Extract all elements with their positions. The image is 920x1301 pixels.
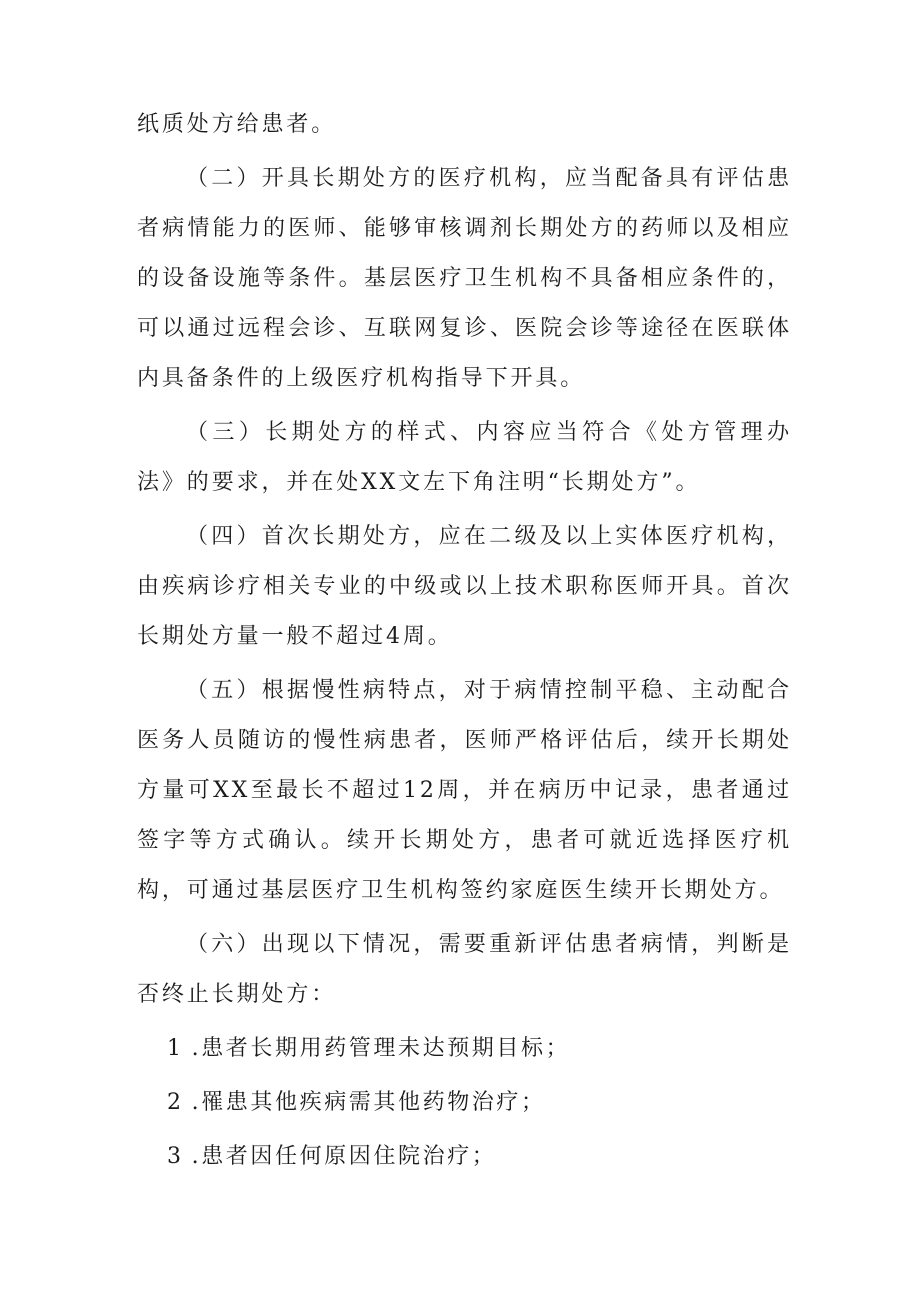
list-item-text: .患者因任何原因住院治疗； (191, 1144, 497, 1169)
paragraph-continuation: 纸质处方给患者。 (137, 112, 337, 137)
paragraph-item-5: （五）根据慢性病特点，对于病情控制平稳、主动配合医务人员随访的慢性病患者，医师严格评估后，续开长期处方量可XX至最长不超过12周，并在病历中记录，患者通过签字等方式确认。续开长期处方，患者可就近选择医疗机构，可通过基层医疗卫生机构签约家庭医生续开长期处方。 (137, 678, 792, 903)
list-item-number: 1 (167, 1036, 184, 1061)
list-item-number: 3 (167, 1144, 184, 1169)
list-item-text: .罹患其他疾病需其他药物治疗； (191, 1090, 546, 1115)
paragraph-item-2: （二）开具长期处方的医疗机构，应当配备具有评估患者病情能力的医师、能够审核调剂长期处方的药师以及相应的设备设施等条件。基层医疗卫生机构不具备相应条件的，可以通过远程会诊、互联网复诊、医院会诊等途径在医联体内具备条件的上级医疗机构指导下开具。 (137, 166, 792, 391)
paragraph-item-3: （三）长期处方的样式、内容应当符合《处方管理办法》的要求，并在处XX文左下角注明“长期处方”。 (137, 420, 792, 495)
paragraph-item-4: （四）首次长期处方，应在二级及以上实体医疗机构，由疾病诊疗相关专业的中级或以上技术职称医师开具。首次长期处方量一般不超过4周。 (137, 524, 792, 649)
document-page (137, 100, 792, 1182)
list-item (137, 1024, 792, 1074)
list-item (137, 1078, 792, 1128)
list-item-text: .患者长期用药管理未达预期目标； (191, 1036, 571, 1061)
paragraph-item-6: （六）出现以下情况，需要重新评估患者病情，判断是否终止长期处方： (137, 932, 792, 1007)
list-item (137, 1132, 792, 1182)
list-item-number: 2 (167, 1090, 184, 1115)
